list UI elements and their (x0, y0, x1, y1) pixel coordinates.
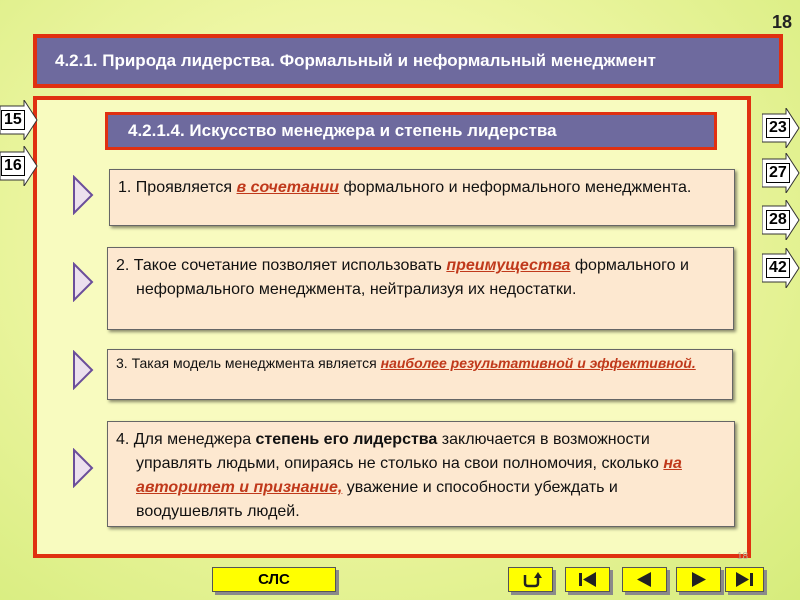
pointer-triangle-icon (72, 175, 94, 215)
pointer-triangle-icon (72, 350, 94, 390)
slc-button[interactable] (212, 567, 336, 592)
statement-highlight: на авторитет и признание, (136, 455, 682, 496)
section-header: 4.2.1. Природа лидерства. Формальный и неформальный менеджмент (33, 34, 783, 88)
link-slide-28[interactable] (762, 200, 800, 240)
link-label: 42 (766, 258, 790, 278)
statement-text: уважение и способности убеждать и воодушевлять людей. (136, 479, 618, 520)
last-slide-button[interactable] (725, 567, 764, 592)
next-slide-icon (677, 568, 720, 591)
link-slide-23[interactable] (762, 108, 800, 148)
first-slide-button[interactable] (565, 567, 610, 592)
page-number: 18 (771, 12, 792, 32)
statement-bold: степень его лидерства (255, 431, 438, 448)
link-slide-15[interactable] (0, 100, 38, 140)
statement-box-1 (109, 169, 735, 226)
link-label: 16 (1, 156, 25, 176)
statement-highlight: преимущества (446, 257, 571, 274)
subsection-header: 4.2.1.4. Искусство менеджера и степень лидерства (105, 112, 717, 150)
statement-text: 3. Такая модель менеджмента является (116, 355, 381, 371)
next-slide-button[interactable] (676, 567, 721, 592)
slc-label: СЛС (258, 571, 290, 588)
pointer-triangle-icon (72, 448, 94, 488)
statement-text: 4. Для менеджера (116, 431, 256, 448)
statement-box-3 (107, 349, 733, 400)
link-label: 28 (766, 210, 790, 230)
pointer-triangle-icon (72, 262, 94, 302)
link-slide-16[interactable] (0, 146, 38, 186)
first-slide-icon (566, 568, 609, 591)
link-label: 23 (766, 118, 790, 138)
link-slide-27[interactable] (762, 153, 800, 193)
statement-highlight: в сочетании (236, 179, 340, 196)
statement-text: формального и неформального менеджмента, нейтрализуя их недостатки. (136, 257, 689, 298)
link-label: 27 (766, 163, 790, 183)
statement-box-2 (107, 247, 734, 330)
statement-text: заключается в возможности управлять людьми, опираясь не столько на свои полномочия, сколько (136, 431, 664, 472)
watermark-page-number: 18 (737, 551, 749, 562)
link-slide-42[interactable] (762, 248, 800, 288)
statement-box-4 (107, 421, 735, 527)
statement-text: формального и неформального менеджмента. (339, 179, 692, 196)
previous-slide-icon (623, 568, 666, 591)
previous-slide-button[interactable] (622, 567, 667, 592)
statement-highlight: наиболее результативной и эффективной. (380, 355, 696, 371)
statement-text: 1. Проявляется (118, 179, 237, 196)
return-button[interactable] (508, 567, 553, 592)
statement-text: 2. Такое сочетание позволяет использовать (116, 257, 447, 274)
last-slide-icon (726, 568, 763, 591)
return-icon (509, 568, 552, 591)
link-label: 15 (1, 110, 25, 130)
